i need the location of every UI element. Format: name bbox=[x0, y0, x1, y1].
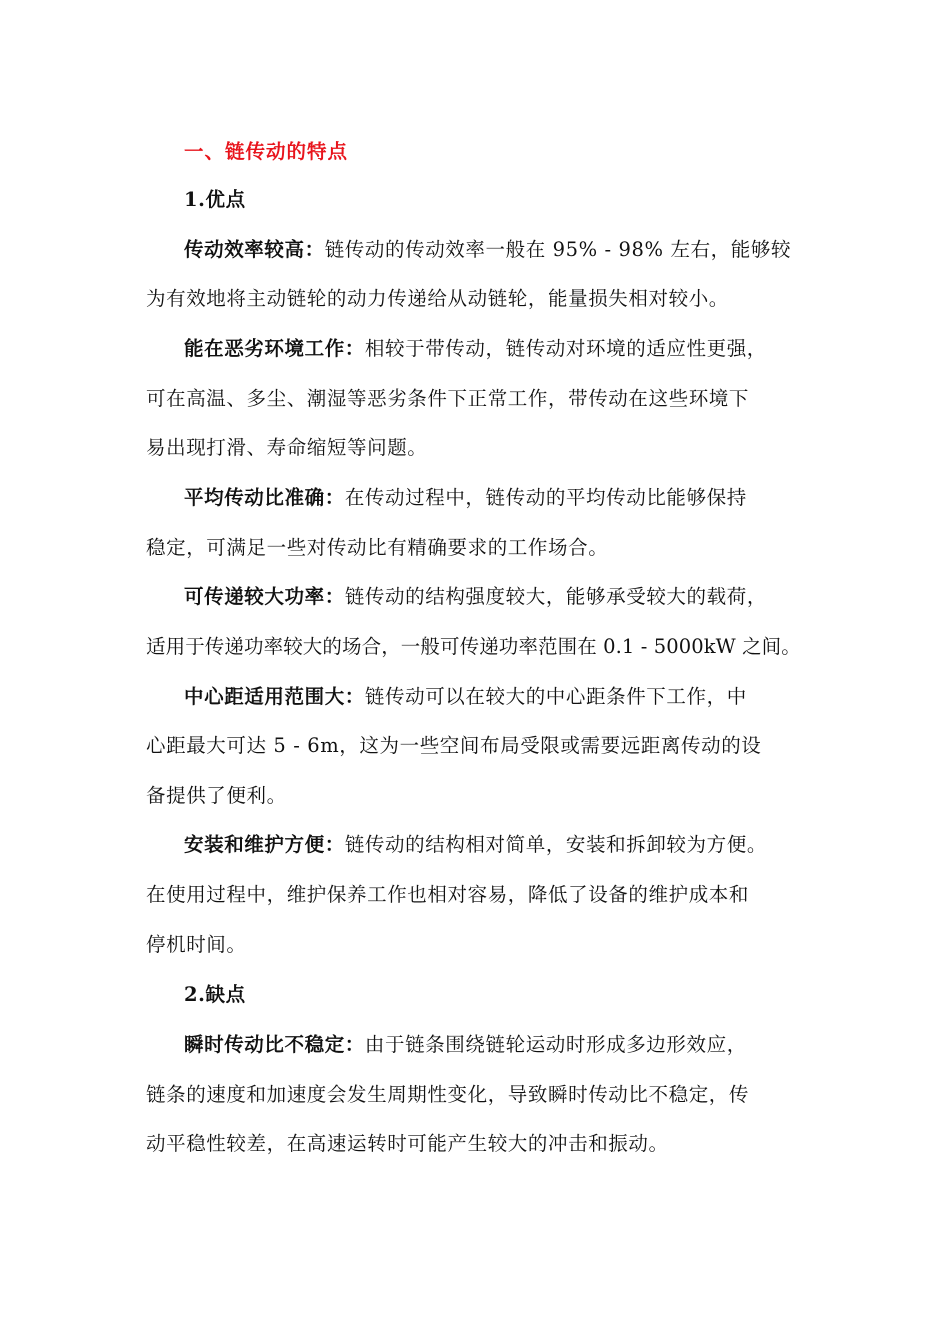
text-line: 心距最大可达 5 - 6m，这为一些空间布局受限或需要远距离传动的设 bbox=[146, 734, 762, 757]
text-line: 链传动的传动效率一般在 95% - 98% 左右，能够较 bbox=[324, 238, 792, 261]
text-line: 链条的速度和加速度会发生周期性变化，导致瞬时传动比不稳定，传 bbox=[146, 1083, 750, 1106]
text-line: 由于链条围绕链轮运动时形成多边形效应， bbox=[364, 1033, 747, 1056]
paragraph-maintenance bbox=[184, 832, 767, 858]
text-line: 在使用过程中，维护保养工作也相对容易，降低了设备的维护成本和 bbox=[146, 883, 750, 906]
text-line: 在传动过程中，链传动的平均传动比能够保持 bbox=[344, 486, 747, 509]
paragraph-harsh-environment bbox=[184, 336, 767, 362]
paragraph-high-power bbox=[184, 584, 767, 610]
text-line: 备提供了便利。 bbox=[146, 784, 287, 807]
term-instant-ratio: 瞬时传动比不稳定： bbox=[184, 1033, 365, 1056]
text-line: 链传动的结构相对简单，安装和拆卸较为方便。 bbox=[344, 833, 767, 856]
term-harsh-environment: 能在恶劣环境工作： bbox=[184, 337, 365, 360]
text-line: 稳定，可满足一些对传动比有精确要求的工作场合。 bbox=[146, 536, 609, 559]
text-line: 链传动的结构强度较大，能够承受较大的载荷， bbox=[344, 585, 767, 608]
advantages-heading: 1.优点 bbox=[184, 188, 246, 211]
term-maintenance: 安装和维护方便： bbox=[184, 833, 345, 856]
section-title: 一、链传动的特点 bbox=[184, 140, 349, 163]
term-center-distance: 中心距适用范围大： bbox=[184, 685, 365, 708]
term-average-ratio: 平均传动比准确： bbox=[184, 486, 345, 509]
text-line: 相较于带传动，链传动对环境的适应性更强， bbox=[364, 337, 767, 360]
text-line: 适用于传递功率较大的场合，一般可传递功率范围在 0.1 - 5000kW 之间。 bbox=[146, 635, 801, 658]
term-high-power: 可传递较大功率： bbox=[184, 585, 345, 608]
text-line: 停机时间。 bbox=[146, 933, 247, 956]
text-line: 链传动可以在较大的中心距条件下工作，中 bbox=[364, 685, 747, 708]
paragraph-instant-ratio bbox=[184, 1032, 747, 1058]
term-efficiency: 传动效率较高： bbox=[184, 238, 325, 261]
text-line: 易出现打滑、寿命缩短等问题。 bbox=[146, 436, 428, 459]
paragraph-efficiency bbox=[184, 237, 791, 263]
paragraph-center-distance bbox=[184, 684, 747, 710]
text-line: 为有效地将主动链轮的动力传递给从动链轮，能量损失相对较小。 bbox=[146, 287, 729, 310]
text-line: 动平稳性较差，在高速运转时可能产生较大的冲击和振动。 bbox=[146, 1132, 669, 1155]
text-line: 可在高温、多尘、潮湿等恶劣条件下正常工作，带传动在这些环境下 bbox=[146, 387, 750, 410]
disadvantages-heading: 2.缺点 bbox=[184, 983, 246, 1006]
paragraph-average-ratio bbox=[184, 485, 747, 511]
